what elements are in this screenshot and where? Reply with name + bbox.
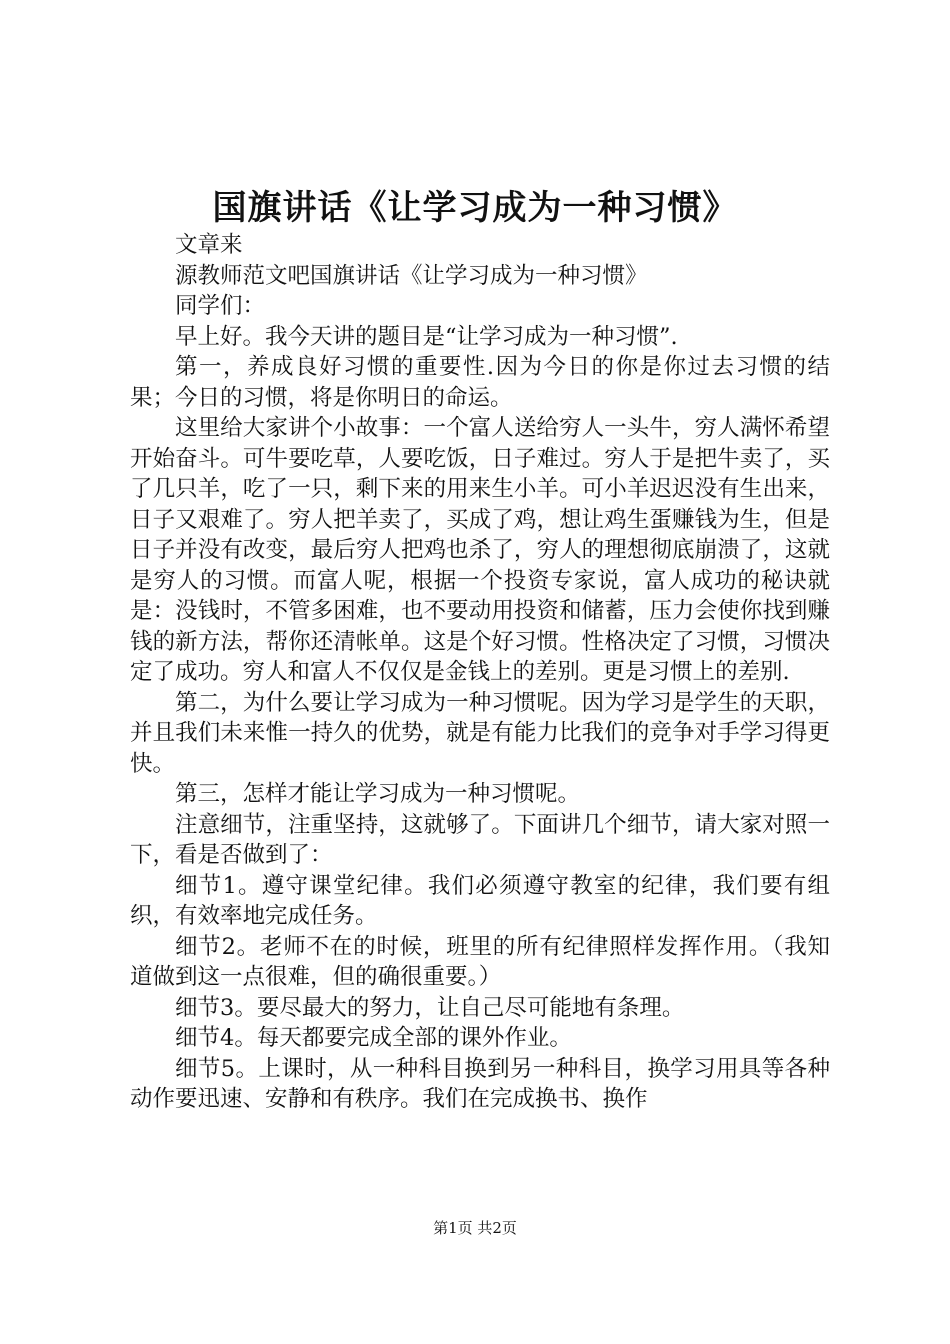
paragraph-opening: 早上好。我今天讲的题目是“让学习成为一种习惯”. [175,323,678,350]
document-body [130,230,830,1115]
paragraph-detail-4: 细节4。每天都要完成全部的课外作业。 [175,1025,572,1051]
paragraph-details-intro: 注意细节，注重坚持，这就够了。下面讲几个细节，请大家对照一下，看是否做到了： [130,811,830,868]
paragraph-point-three: 第三，怎样才能让学习成为一种习惯呢。 [175,781,581,807]
paragraph-detail-3: 细节3。要尽最大的努力，让自己尽可能地有条理。 [175,994,685,1021]
paragraph-detail-2: 细节2。老师不在的时候，班里的所有纪律照样发挥作用。（我知道做到这一点很难，但的确很重要。） [130,933,830,990]
paragraph-story: 这里给大家讲个小故事：一个富人送给穷人一头牛，穷人满怀希望开始奋斗。可牛要吃草，人要吃饭，日子难过。穷人于是把牛卖了，买了几只羊，吃了一只，剩下来的用来生小羊。可小羊迟迟没有生出来，日子又艰难了。穷人把羊卖了，买成了鸡，想让鸡生蛋赚钱为生，但是日子并没有改变，最后穷人把鸡也杀了，穷人的理想彻底崩溃了，这就是穷人的习惯。而富人呢，根据一个投资专家说，富人成功的秘诀就是：没钱时，不管多困难，也不要动用投资和储蓄，压力会使你找到赚钱的新方法，帮你还清帐单。这是个好习惯。性格决定了习惯，习惯决定了成功。穷人和富人不仅仅是金钱上的差别。更是习惯上的差别. [130,415,830,685]
paragraph-source-line-2: 源教师范文吧国旗讲话《让学习成为一种习惯》 [175,262,648,289]
document-title: 国旗讲话《让学习成为一种习惯》 [212,188,738,228]
paragraph-detail-5: 细节5。上课时，从一种科目换到另一种科目，换学习用具等各种动作要迅速、安静和有秩序。我们在完成换书、换作 [130,1055,830,1112]
paragraph-source-line-1: 文章来 [175,232,243,258]
paragraph-point-two: 第二，为什么要让学习成为一种习惯呢。因为学习是学生的天职，并且我们未来惟一持久的优势，就是有能力比我们的竞争对手学习得更快。 [130,689,830,777]
paragraph-detail-1: 细节1。遵守课堂纪律。我们必须遵守教室的纪律，我们要有组织，有效率地完成任务。 [130,872,830,929]
page-number-footer: 第1页 共2页 [433,1219,517,1237]
paragraph-point-one: 第一，养成良好习惯的重要性.因为今日的你是你过去习惯的结果；今日的习惯，将是你明日的命运。 [130,354,830,411]
paragraph-greeting: 同学们： [175,293,266,319]
